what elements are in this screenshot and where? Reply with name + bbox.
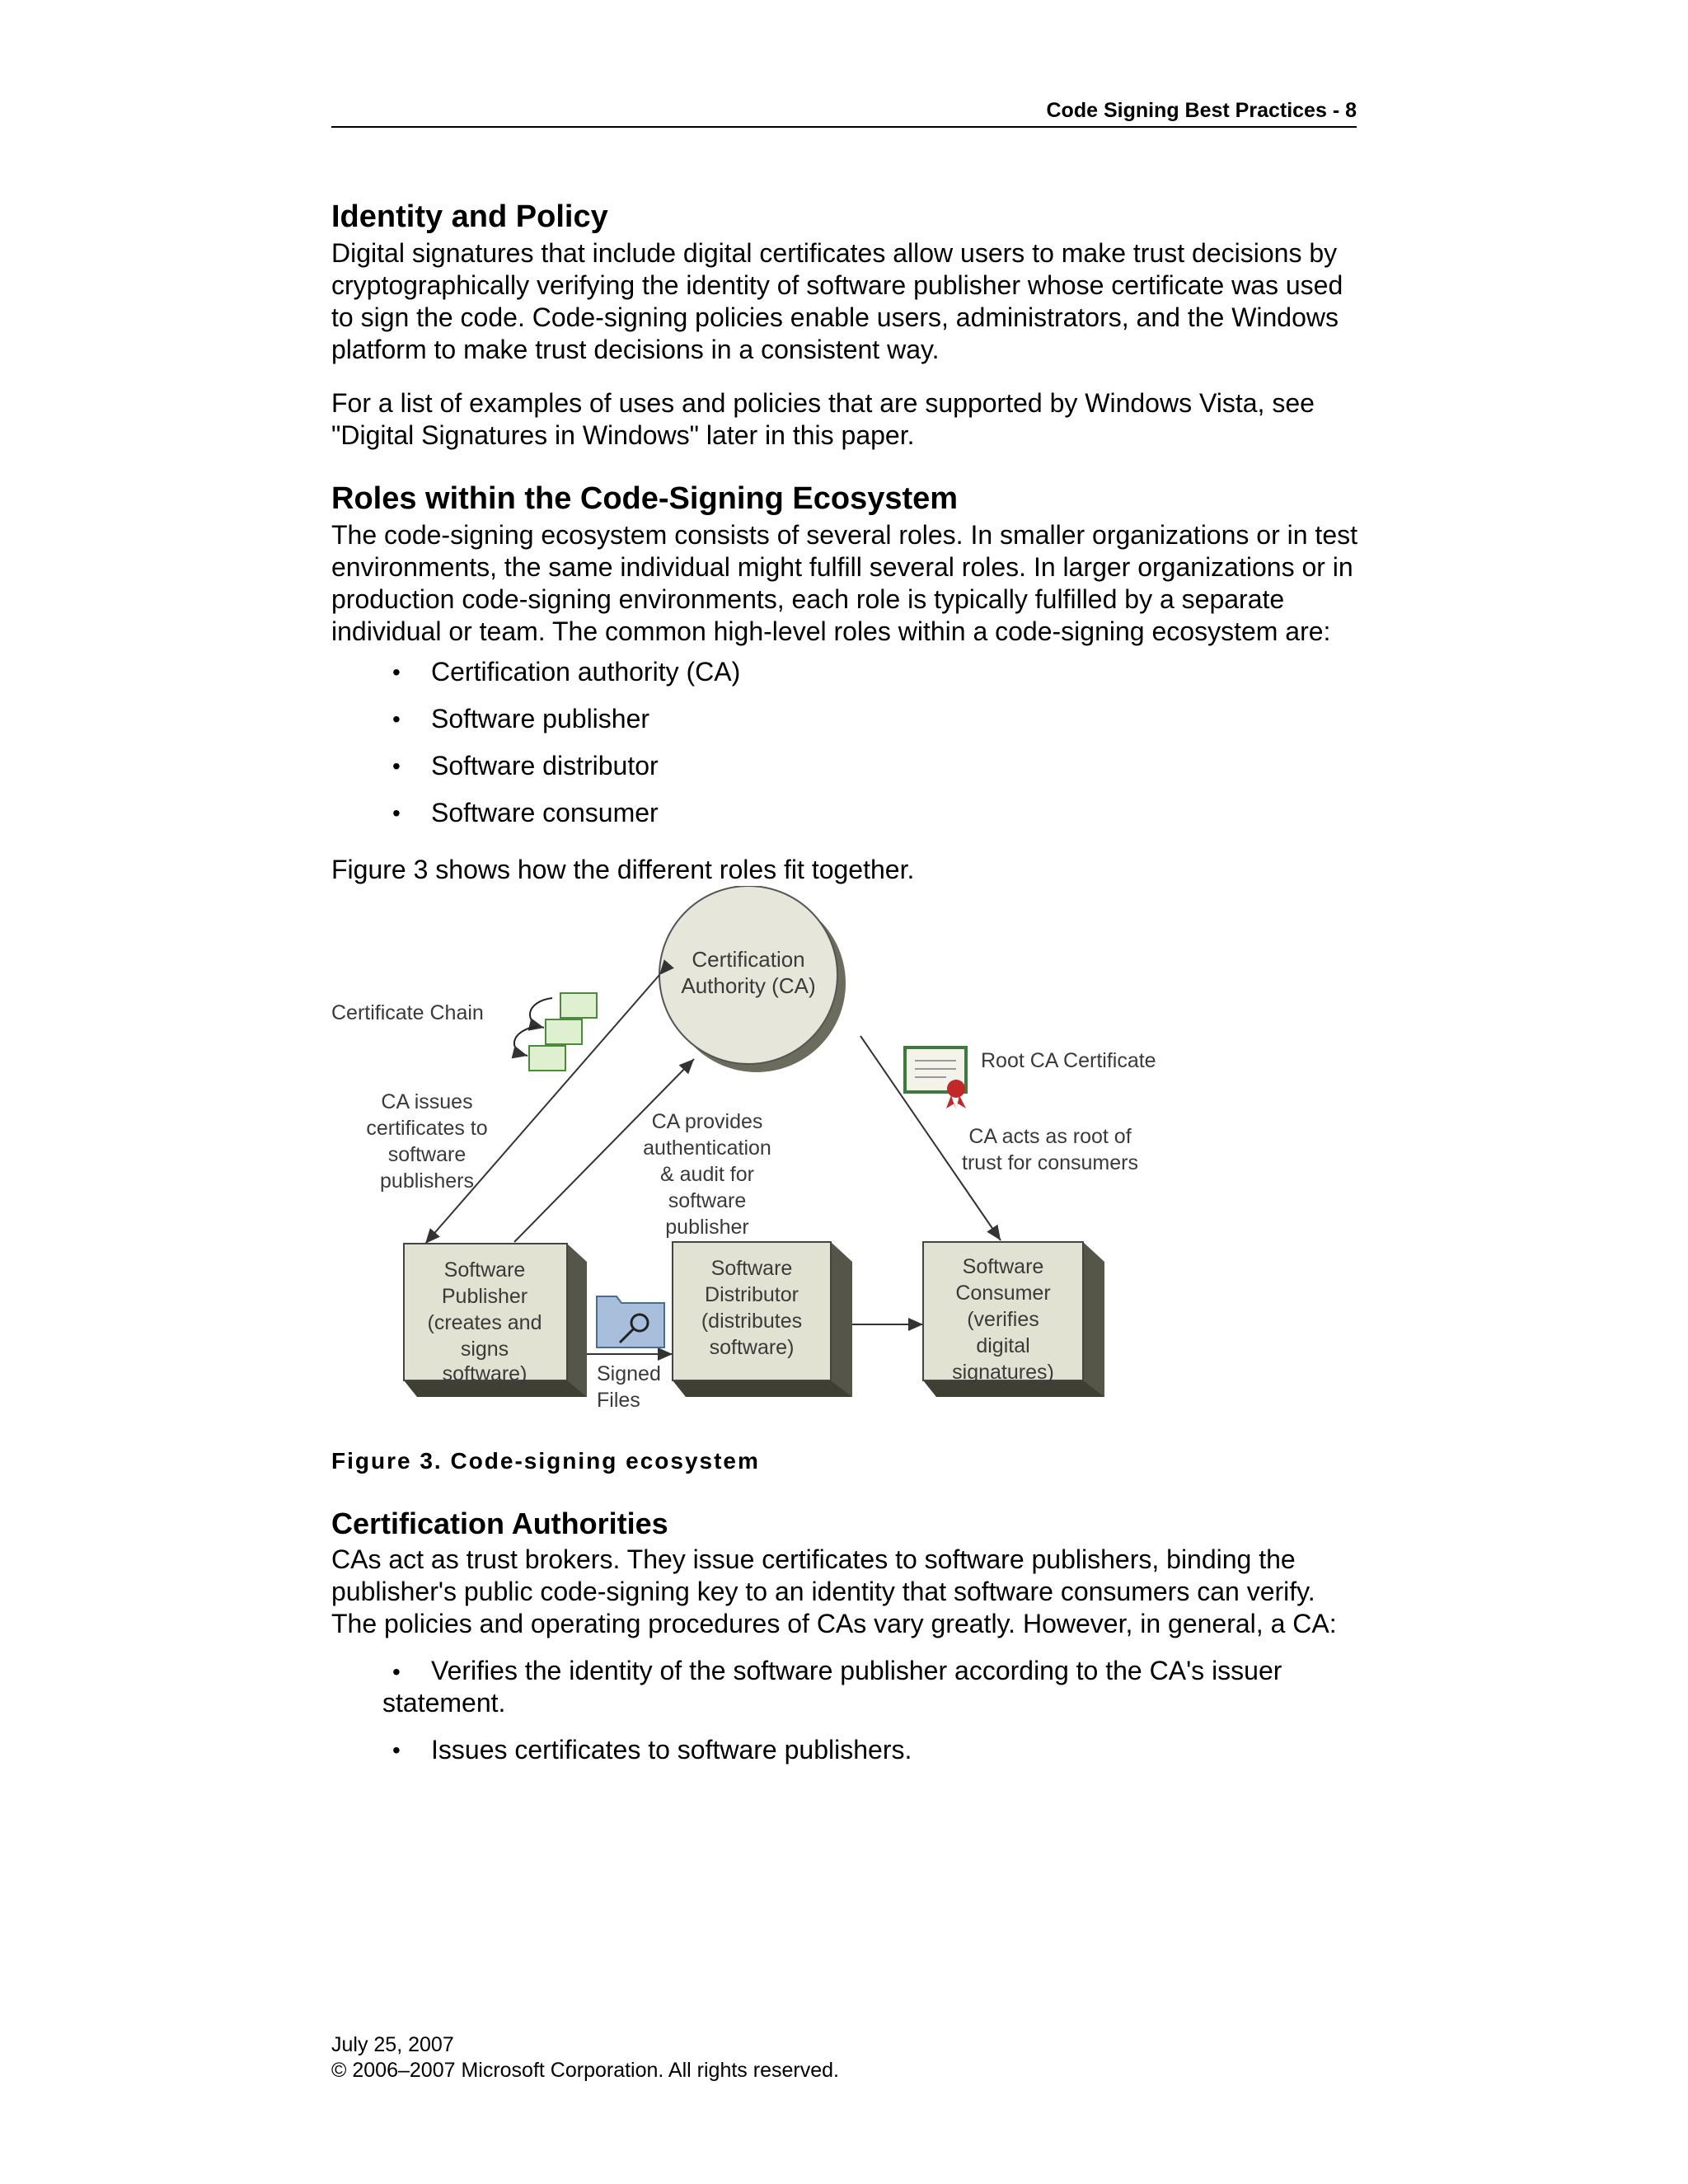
- bullet-icon: •: [392, 800, 401, 826]
- identity-heading: Identity and Policy: [331, 199, 608, 234]
- ca-provides-label-5: publisher: [665, 1216, 749, 1239]
- certificate-chain-icon: [514, 993, 597, 1071]
- bullet-icon: •: [392, 753, 401, 779]
- page-content: [331, 196, 1362, 1766]
- svg-text:software): software): [442, 1362, 528, 1385]
- roles-list: [331, 656, 1362, 829]
- ca-provides-label-2: authentication: [643, 1137, 771, 1160]
- signed-files-folder-icon: [597, 1296, 664, 1347]
- list-item: • Verifies the identity of the software publisher according to the CA's issuer statement.: [382, 1656, 1282, 1718]
- root-ca-certificate-icon: [905, 1047, 966, 1110]
- page-footer: [331, 2032, 839, 2083]
- svg-text:Publisher: Publisher: [441, 1285, 528, 1308]
- ca-heading: Certification Authorities: [331, 1507, 668, 1540]
- software-consumer-box: [923, 1242, 1104, 1397]
- ca-issues-label-1: CA issues: [381, 1090, 473, 1113]
- bullet-icon: •: [392, 1659, 401, 1685]
- svg-text:digital: digital: [976, 1334, 1030, 1357]
- ca-root-label-1: CA acts as root of: [968, 1125, 1132, 1148]
- bullet-icon: •: [392, 1737, 401, 1763]
- ecosystem-diagram: [331, 886, 1362, 1446]
- ca-provides-label-3: & audit for: [660, 1163, 754, 1186]
- figure-intro: Figure 3 shows how the different roles fit together.: [331, 855, 915, 884]
- signed-files-label-2: Files: [597, 1389, 640, 1412]
- ca-issues-label-2: certificates to: [366, 1117, 488, 1140]
- svg-text:Software: Software: [443, 1258, 526, 1282]
- roles-paragraph: The code-signing ecosystem consists of several roles. In smaller organizations or in test environments, the same individual might fulfill several roles. In larger organizations or in production code-signing environments, each role is typically fulfilled by a separate individual or team. The common high-level roles within a code-signing ecosystem are:: [331, 520, 1357, 646]
- svg-text:Distributor: Distributor: [705, 1283, 799, 1306]
- ca-list: [331, 1655, 1362, 1766]
- svg-text:signatures): signatures): [952, 1361, 1054, 1384]
- svg-text:(verifies: (verifies: [967, 1308, 1039, 1331]
- signed-files-label-1: Signed: [597, 1362, 661, 1385]
- identity-paragraph-2: For a list of examples of uses and policies that are supported by Windows Vista, see "Digital Signatures in Windows" later in this paper.: [331, 388, 1315, 450]
- ca-provides-label-4: software: [668, 1189, 747, 1212]
- list-item: • Software consumer: [392, 798, 659, 827]
- bullet-icon: •: [392, 659, 401, 685]
- svg-text:signs: signs: [460, 1338, 509, 1361]
- list-item: • Certification authority (CA): [392, 657, 741, 687]
- svg-text:Software: Software: [962, 1255, 1044, 1278]
- identity-paragraph-1: Digital signatures that include digital certificates allow users to make trust decisions by cryptographically verifying the identity of software publisher whose certificate was used to sign the code. Code-signing policies enable users, administrators, and the Windows platform to make trust decisions in a consistent way.: [331, 238, 1343, 364]
- ca-provides-label-1: CA provides: [651, 1110, 763, 1133]
- svg-text:Consumer: Consumer: [955, 1282, 1051, 1305]
- ca-label-1: Certification: [692, 947, 805, 972]
- list-item: • Software publisher: [392, 704, 650, 733]
- svg-text:(distributes: (distributes: [701, 1310, 803, 1333]
- footer-date: July 25, 2007: [331, 2033, 454, 2056]
- ca-root-label-2: trust for consumers: [962, 1151, 1138, 1174]
- ca-issues-label-3: software: [387, 1143, 467, 1166]
- figure-caption: Figure 3. Code-signing ecosystem: [331, 1448, 760, 1474]
- list-item: • Software distributor: [392, 751, 659, 780]
- running-header: Code Signing Best Practices - 8: [331, 99, 1357, 128]
- footer-copyright: © 2006–2007 Microsoft Corporation. All rights reserved.: [331, 2059, 839, 2082]
- bullet-icon: •: [392, 706, 401, 732]
- ca-label-2: Authority (CA): [681, 973, 816, 998]
- list-item: • Issues certificates to software publishers.: [392, 1735, 912, 1765]
- certificate-chain-label: Certificate Chain: [331, 1001, 484, 1024]
- svg-text:(creates and: (creates and: [427, 1311, 542, 1334]
- root-ca-label: Root CA Certificate: [981, 1049, 1156, 1072]
- ca-paragraph: CAs act as trust brokers. They issue certificates to software publishers, binding the publisher's public code-signing key to an identity that software consumers can verify. The policies and operating procedures of CAs vary greatly. However, in general, a CA:: [331, 1544, 1337, 1638]
- software-distributor-box: [673, 1242, 852, 1397]
- ca-issues-label-4: publishers: [380, 1169, 474, 1193]
- roles-heading: Roles within the Code-Signing Ecosystem: [331, 481, 959, 516]
- code-signing-ecosystem-figure: [331, 886, 1362, 1446]
- software-publisher-box: [404, 1244, 587, 1397]
- svg-text:software): software): [709, 1336, 795, 1359]
- svg-text:Software: Software: [710, 1257, 793, 1280]
